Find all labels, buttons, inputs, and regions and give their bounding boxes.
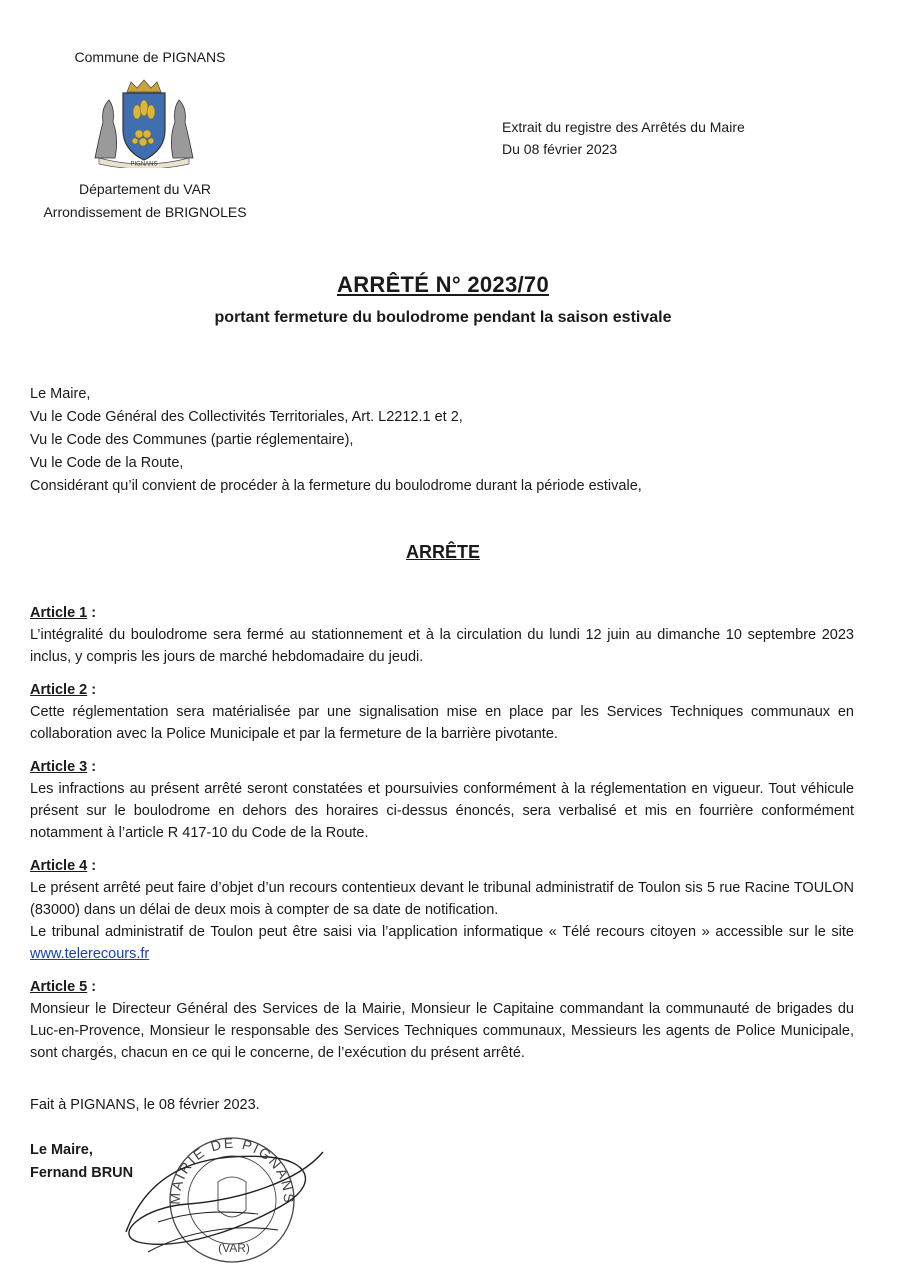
telerecours-link[interactable]: www.telerecours.fr: [30, 946, 150, 962]
preamble-line: Vu le Code Général des Collectivités Territoriales, Art. L2212.1 et 2,: [30, 409, 463, 425]
extract-line-1: Extrait du registre des Arrêtés du Maire: [502, 119, 745, 135]
article-3: Article 3 : Les infractions au présent arrêté seront constatées et poursuivies conformément à la réglementation en vigueur. Tout véhicule présent sur le boulodrome en dehors des horaires ci-dessus énoncés, sera verbalisé et mis en fourrière conformément notamment à l’article R 417-10 du Code de la Route.: [30, 756, 854, 844]
article-1: Article 1 : L’intégralité du boulodrome sera fermé au stationnement et à la circulation du lundi 12 juin au dimanche 10 septembre 2023 inclus, y compris les jours de marché hebdomadaire du jeudi.: [30, 602, 854, 668]
mairie-stamp-icon: [118, 1112, 328, 1267]
crest-ribbon-text: PIGNANS: [130, 161, 158, 168]
coat-of-arms-icon: [85, 78, 203, 168]
department-name: Département du VAR: [78, 181, 212, 197]
signatory-name: Fernand BRUN: [30, 1165, 134, 1181]
article-label: Article 3: [30, 759, 88, 775]
arrete-heading: ARRÊTE: [405, 542, 480, 562]
department-block: [25, 178, 265, 224]
stamp-text: MAIRIE DE PIGNANS: [166, 1134, 298, 1205]
extract-block: [502, 116, 745, 160]
done-at: Fait à PIGNANS, le 08 février 2023.: [30, 1097, 260, 1113]
stamp-bottom-text: (VAR): [218, 1241, 250, 1255]
article-label: Article 4: [30, 858, 88, 874]
article-label: Article 5: [30, 979, 88, 995]
article-text: Le tribunal administratif de Toulon peut être saisi via l’application informatique « Télé recours citoyen » accessible sur le site: [30, 924, 854, 940]
article-5: Article 5 : Monsieur le Directeur Général des Services de la Mairie, Monsieur le Capitaine commandant la communauté de brigades du Luc-en-Provence, Monsieur le responsable des Services Techniques communaux, Messieurs les agents de Police Municipale, sont chargés, chacun en ce qui le concerne, de l’exécution du présent arrêté.: [30, 976, 854, 1064]
article-text-with-link: [30, 921, 854, 965]
article-2: Article 2 : Cette réglementation sera matérialisée par une signalisation mise en place par les Services Techniques communaux en collaboration avec la Police Municipale et par la fermeture de la barrière pivotante.: [30, 679, 854, 745]
signatory-role: Le Maire,: [30, 1142, 93, 1158]
preamble: [30, 383, 860, 498]
extract-date: Du 08 février 2023: [502, 141, 618, 157]
document-subtitle: portant fermeture du boulodrome pendant la saison estivale: [214, 309, 672, 326]
arrondissement-name: Arrondissement de BRIGNOLES: [43, 204, 247, 220]
article-text: Le présent arrêté peut faire d’objet d’un recours contentieux devant le tribunal administratif de Toulon sis 5 rue Racine TOULON (83000) dans un délai de deux mois à compter de sa date de notification.: [30, 880, 854, 918]
article-text: L’intégralité du boulodrome sera fermé au stationnement et à la circulation du lundi 12 juin au dimanche 10 septembre 2023 inclus, y compris les jours de marché hebdomadaire du jeudi.: [30, 627, 854, 665]
article-label: Article 1: [30, 605, 88, 621]
preamble-line: Le Maire,: [30, 386, 91, 402]
article-text: Les infractions au présent arrêté seront constatées et poursuivies conformément à la réglementation en vigueur. Tout véhicule présent sur le boulodrome en dehors des horaires ci-dessus énoncés, sera verbalisé et mis en fourrière conformément notamment à l’article R 417-10 du Code de la Route.: [30, 781, 854, 841]
articles: [30, 602, 854, 1075]
article-text: Monsieur le Directeur Général des Services de la Mairie, Monsieur le Capitaine commandant la communauté de brigades du Luc-en-Provence, Monsieur le responsable des Services Techniques communaux, Messieurs les agents de Police Municipale, sont chargés, chacun en ce qui le concerne, de l’exécution du présent arrêté.: [30, 1001, 854, 1061]
document-title: ARRÊTÉ N° 2023/70: [337, 272, 549, 297]
preamble-line: Vu le Code de la Route,: [30, 455, 184, 471]
commune-name: Commune de PIGNANS: [74, 49, 226, 65]
preamble-line: Considérant qu’il convient de procéder à la fermeture du boulodrome durant la période estivale,: [30, 478, 642, 494]
article-text: Cette réglementation sera matérialisée par une signalisation mise en place par les Services Techniques communaux en collaboration avec la Police Municipale et par la fermeture de la barrière pivotante.: [30, 704, 854, 742]
article-4: Article 4 : Le présent arrêté peut faire d’objet d’un recours contentieux devant le tribunal administratif de Toulon sis 5 rue Racine TOULON (83000) dans un délai de deux mois à compter de sa date de notification. Le tribunal administratif de Toulon peut être saisi via l’application informatique « Télé recours citoyen » accessible sur le site www.telerecours.fr: [30, 855, 854, 965]
preamble-line: Vu le Code des Communes (partie réglementaire),: [30, 432, 354, 448]
article-label: Article 2: [30, 682, 88, 698]
